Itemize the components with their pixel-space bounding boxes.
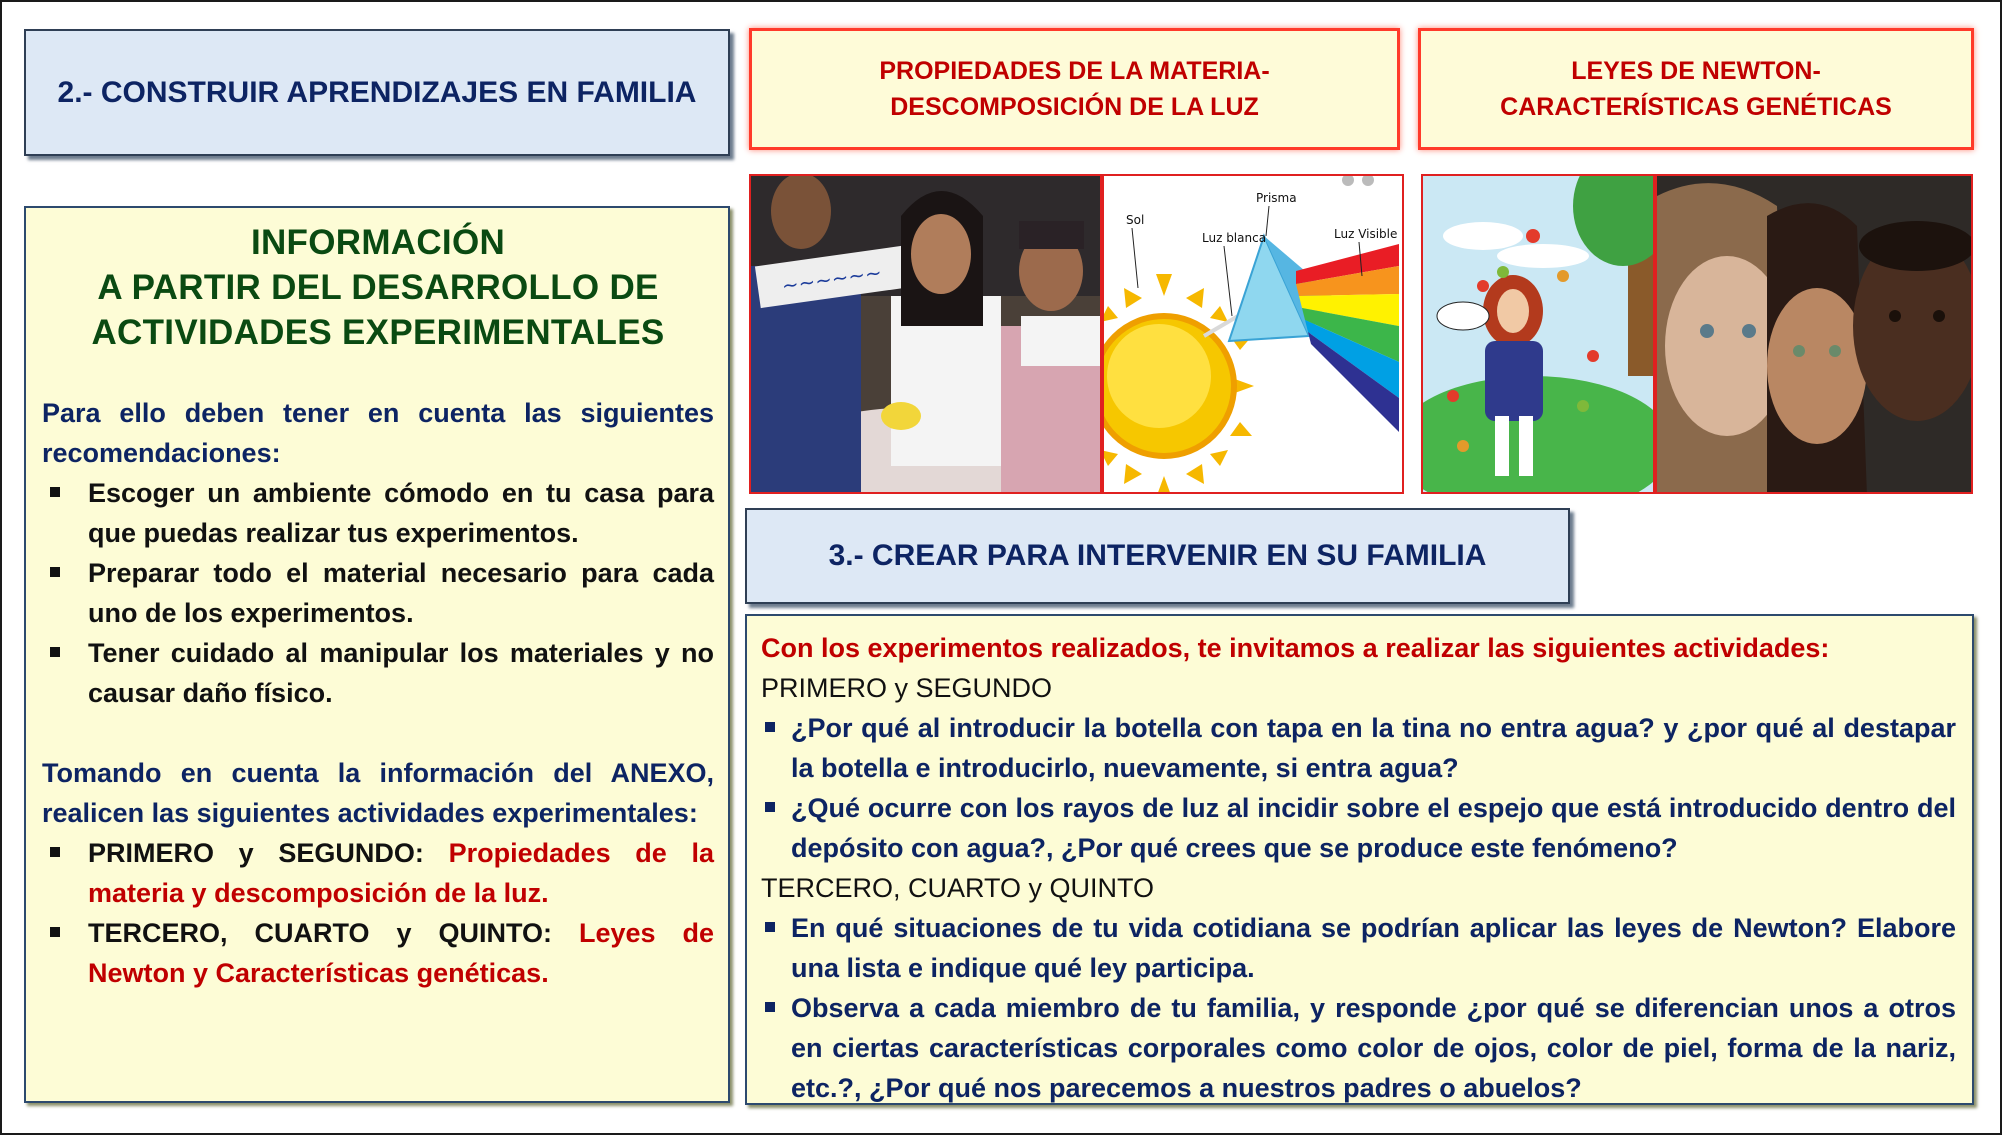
activity-list bbox=[42, 833, 714, 993]
info-intro2: Tomando en cuenta la información del ANEXO, realicen las siguientes actividades experimentales: bbox=[42, 758, 714, 828]
info-intro: Para ello deben tener en cuenta las siguientes recomendaciones: bbox=[42, 398, 714, 468]
sun-icon bbox=[1104, 274, 1254, 494]
students-experiment-photo bbox=[749, 174, 1102, 494]
students-illustration bbox=[751, 176, 1102, 494]
question-item: ¿Qué ocurre con los rayos de luz al incidir sobre el espejo que está introducido dentro del depósito con agua?, ¿Por qué crees que se produce este fenómeno? bbox=[761, 788, 1956, 868]
header-newton-title: LEYES DE NEWTON-CARACTERÍSTICAS GENÉTICAS bbox=[1500, 57, 1892, 121]
recommendation-item: Escoger un ambiente cómodo en tu casa para que puedas realizar tus experimentos. bbox=[42, 473, 714, 553]
activities-panel bbox=[745, 614, 1974, 1105]
label-luz-visible: Luz Visible bbox=[1334, 227, 1398, 241]
spectrum-rays bbox=[1296, 244, 1399, 432]
recommendation-item: Tener cuidado al manipular los materiales y no causar daño físico. bbox=[42, 633, 714, 713]
section2-title: 2.- CONSTRUIR APRENDIZAJES EN FAMILIA bbox=[57, 75, 697, 109]
newton-cartoon-image bbox=[1421, 174, 1655, 494]
question-item: Observa a cada miembro de tu familia, y responde ¿por qué se diferencian unos a otros en ciertas características corporales como color de ojos, color de piel, forma de la nariz, etc.?, ¿Por qué nos parecemos a nuestros padres o abuelos? bbox=[761, 988, 1956, 1108]
question-item: En qué situaciones de tu vida cotidiana se podrían aplicar las leyes de Newton? Elabore una lista e indique qué ley participa. bbox=[761, 908, 1956, 988]
recommendation-item: Preparar todo el material necesario para cada uno de los experimentos. bbox=[42, 553, 714, 633]
info-heading-line: INFORMACIÓN bbox=[250, 223, 506, 262]
question-item: ¿Por qué al introducir la botella con tapa en la tina no entra agua? y ¿por qué al destapar la botella e introducirlo, nuevamente, si entra agua? bbox=[761, 708, 1956, 788]
recommendation-list bbox=[42, 473, 714, 713]
info-heading bbox=[42, 220, 714, 355]
section2-header bbox=[24, 29, 730, 156]
prism-decomposition-image bbox=[1102, 174, 1404, 494]
header-newton-genetica bbox=[1418, 28, 1974, 150]
activities-intro: Con los experimentos realizados, te invitamos a realizar las siguientes actividades: bbox=[761, 633, 1830, 663]
label-sol: Sol bbox=[1126, 213, 1145, 227]
group2-questions bbox=[761, 908, 1956, 1108]
family-faces-image bbox=[1655, 174, 1973, 494]
group1-questions bbox=[761, 708, 1956, 868]
header-materia-title: PROPIEDADES DE LA MATERIA-DESCOMPOSICIÓN DE LA LUZ bbox=[879, 57, 1270, 121]
svg-text:~~~~~~: ~~~~~~ bbox=[780, 260, 884, 298]
info-panel bbox=[24, 206, 730, 1103]
info-heading-line: ACTIVIDADES EXPERIMENTALES bbox=[91, 313, 665, 352]
prism-illustration bbox=[1104, 176, 1404, 494]
header-materia-luz bbox=[749, 28, 1400, 150]
activity-item: TERCERO, CUARTO y QUINTO: Leyes de Newton y Características genéticas. bbox=[42, 913, 714, 993]
label-luz-blanca: Luz blanca bbox=[1202, 231, 1267, 245]
label-prisma: Prisma bbox=[1256, 191, 1297, 205]
newton-illustration bbox=[1423, 176, 1655, 494]
section3-header bbox=[745, 508, 1570, 604]
activity-item: PRIMERO y SEGUNDO: Propiedades de la materia y descomposición de la luz. bbox=[42, 833, 714, 913]
family-illustration bbox=[1657, 176, 1973, 494]
group1-label: PRIMERO y SEGUNDO bbox=[761, 673, 1053, 703]
section3-title: 3.- CREAR PARA INTERVENIR EN SU FAMILIA bbox=[828, 539, 1487, 572]
group2-label: TERCERO, CUARTO y QUINTO bbox=[761, 873, 1155, 903]
info-heading-line: A PARTIR DEL DESARROLLO DE bbox=[97, 268, 659, 307]
